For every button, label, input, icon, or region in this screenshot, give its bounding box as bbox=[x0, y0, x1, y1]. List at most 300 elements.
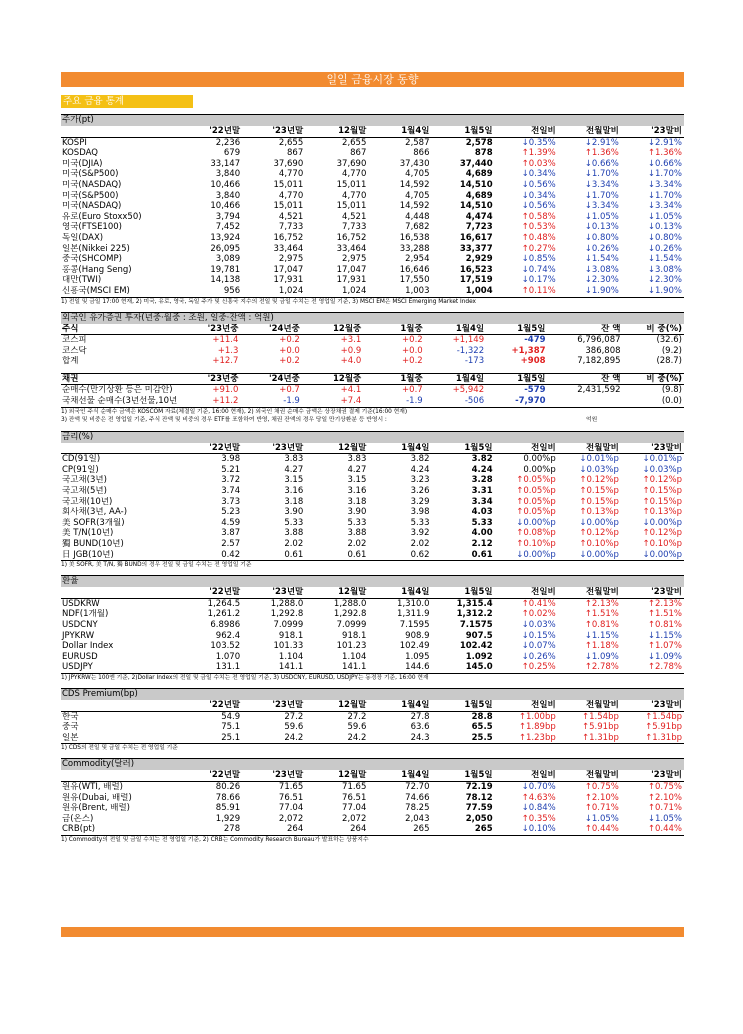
cell-value: 7,723 bbox=[465, 222, 493, 233]
cell-value: 866 bbox=[413, 148, 430, 159]
cell-value: 3.83 bbox=[347, 454, 367, 465]
row-label: KOSDAQ bbox=[62, 148, 98, 159]
change-value: ↑0.27% bbox=[521, 243, 556, 254]
cell-value: +5,942 bbox=[452, 385, 485, 396]
cell-value: 3.23 bbox=[410, 475, 430, 486]
table-row bbox=[61, 212, 684, 223]
fx-section bbox=[61, 575, 684, 682]
cell-value: 4,689 bbox=[465, 190, 493, 201]
column-header: 전일비 bbox=[531, 699, 556, 710]
column-header: '23년말 bbox=[272, 126, 304, 136]
cell-value: 71.65 bbox=[342, 781, 367, 792]
change-value: ↑0.15%p bbox=[642, 486, 682, 497]
cell-value: 3.98 bbox=[410, 507, 430, 518]
table-row bbox=[61, 148, 684, 159]
stocks-note: 1) 전일 및 금일 17:00 현재, 2) 미국, 유로, 영국, 독일 주가 및 신흥국 지수의 전일 및 금일 수치는 전 영업일 기준, 3) MSCI EM은 MSCI Emerging Market Index bbox=[61, 297, 684, 306]
cell-value: 2,655 bbox=[278, 137, 304, 148]
cell-value: 264 bbox=[350, 824, 367, 835]
change-value: ↓0.03%p bbox=[579, 464, 619, 475]
change-value: ↑2.10% bbox=[584, 792, 619, 803]
cell-value: 3.92 bbox=[410, 528, 430, 539]
change-value: ↑0.53% bbox=[521, 222, 556, 233]
row-label: 미국(NASDAQ) bbox=[62, 179, 122, 190]
row-label: 신흥국(MSCI EM) bbox=[62, 285, 130, 296]
cell-value: 4,521 bbox=[278, 211, 304, 222]
cell-value: +0.2 bbox=[279, 356, 300, 367]
column-header: 12월중 bbox=[333, 373, 362, 384]
change-value: ↑0.13%p bbox=[642, 507, 682, 518]
cell-value: 131.1 bbox=[215, 662, 241, 673]
foreign-stock-table bbox=[61, 324, 684, 367]
cell-value: 2.02 bbox=[347, 539, 367, 549]
cell-value: 918.1 bbox=[342, 630, 367, 641]
change-value: ↓1.05% bbox=[647, 813, 682, 824]
table-row bbox=[61, 475, 684, 486]
foreign-bond-table bbox=[61, 373, 684, 407]
cell-value: 2,236 bbox=[215, 137, 241, 148]
change-value: ↓0.00%p bbox=[579, 517, 619, 528]
change-value: ↑0.11% bbox=[521, 285, 556, 296]
cell-value: 15,011 bbox=[273, 179, 304, 190]
column-header: 전월말비 bbox=[586, 770, 619, 781]
column-header: '22년말 bbox=[209, 770, 241, 781]
cell-value: 6,796,087 bbox=[577, 335, 621, 346]
change-value: ↑0.81% bbox=[584, 619, 619, 630]
foreign-header: 외국인 유가증권 투자(년중·월중 : 조원, 일중·잔액 : 억원) bbox=[61, 312, 684, 324]
change-value: 0.00%p bbox=[523, 454, 556, 465]
change-value: ↑0.10%p bbox=[516, 539, 556, 549]
column-header: 1월5일 bbox=[517, 373, 546, 384]
change-value: ↓0.34% bbox=[521, 190, 556, 201]
row-label: 국채선물 순매수(3년선물,10년 bbox=[62, 396, 178, 407]
cell-value: 5.33 bbox=[347, 517, 367, 528]
cell-value: 386,808 bbox=[585, 345, 621, 356]
cell-value: 1,003 bbox=[405, 285, 430, 296]
change-value: ↑0.02% bbox=[521, 609, 556, 620]
change-value: ↓1.05% bbox=[584, 813, 619, 824]
row-label: 중국 bbox=[62, 722, 79, 733]
cell-value: 4,705 bbox=[405, 190, 430, 201]
table-header-row bbox=[61, 443, 684, 454]
change-value: ↑1.51% bbox=[584, 609, 619, 620]
cell-value: 74.66 bbox=[405, 792, 430, 803]
change-value: ↓3.08% bbox=[647, 264, 682, 275]
cell-value: 1,292.8 bbox=[333, 609, 367, 620]
column-header: 비 중(%) bbox=[646, 373, 682, 384]
page-title: 일일 금융시장 동향 bbox=[61, 72, 684, 87]
cell-value: 3.29 bbox=[410, 496, 430, 507]
cell-value: 77.04 bbox=[342, 803, 367, 814]
change-value: ↓2.91% bbox=[647, 137, 682, 148]
cell-value: 4,770 bbox=[342, 190, 367, 201]
column-header: '23년말 bbox=[272, 587, 304, 598]
cell-value: 33,377 bbox=[459, 243, 493, 254]
cell-value: 24.2 bbox=[284, 732, 304, 743]
column-header: 1월5일 bbox=[464, 442, 493, 453]
cell-value: 2,431,592 bbox=[577, 385, 621, 396]
table-header-row bbox=[61, 700, 684, 711]
column-header: '23년말 bbox=[272, 770, 304, 781]
row-label: CD(91일) bbox=[62, 454, 101, 465]
cell-value: 28.8 bbox=[471, 711, 493, 722]
cds-note: 1) CDS의 전일 및 금일 수치는 전 영업일 기준 bbox=[61, 743, 684, 752]
change-value: ↓0.07% bbox=[521, 641, 556, 652]
cell-value: 4.59 bbox=[221, 517, 241, 528]
table-row bbox=[61, 244, 684, 255]
cell-value: 0.62 bbox=[410, 549, 430, 560]
change-value: ↑1.51% bbox=[647, 609, 682, 620]
row-label: 합계 bbox=[62, 356, 79, 367]
column-header: 1월4일 bbox=[455, 373, 485, 384]
cds-table bbox=[61, 700, 684, 743]
row-label: 국고채(5년) bbox=[62, 486, 107, 497]
column-header: 전월말비 bbox=[586, 587, 619, 598]
change-value: ↑1.31bp bbox=[645, 732, 682, 743]
column-header: 채권 bbox=[62, 373, 79, 384]
table-row bbox=[61, 711, 684, 722]
change-value: ↑0.15%p bbox=[642, 496, 682, 507]
table-row bbox=[61, 159, 684, 170]
change-value: ↓0.70% bbox=[521, 781, 556, 792]
table-row bbox=[61, 814, 684, 825]
cell-value: 278 bbox=[223, 824, 241, 835]
cell-value: 3.82 bbox=[410, 454, 430, 465]
table-row bbox=[61, 201, 684, 212]
cell-value: +91.0 bbox=[212, 385, 239, 396]
column-header: 전일비 bbox=[531, 126, 556, 136]
cell-value: 867 bbox=[350, 148, 367, 159]
column-header: 12월말 bbox=[338, 699, 367, 710]
column-header: 1월4일 bbox=[401, 126, 430, 136]
column-header: '24년중 bbox=[268, 373, 300, 384]
cell-value: 264 bbox=[287, 824, 304, 835]
column-header: '23년말 bbox=[272, 699, 304, 710]
change-value: ↑2.13% bbox=[647, 598, 682, 609]
change-value: ↑0.08%p bbox=[516, 528, 556, 539]
cell-value: 1,312.2 bbox=[456, 609, 493, 620]
cell-value: -506 bbox=[464, 396, 485, 407]
change-value: ↑0.48% bbox=[521, 232, 556, 243]
cell-value: 24.2 bbox=[347, 732, 367, 743]
change-value: ↑0.05%p bbox=[516, 486, 556, 497]
cell-value: 33,288 bbox=[399, 243, 430, 254]
row-label: 한국 bbox=[62, 711, 79, 722]
change-value: ↑0.12%p bbox=[642, 528, 682, 539]
table-row bbox=[61, 507, 684, 518]
cell-value: 3.18 bbox=[284, 496, 304, 507]
row-label: 미국(DJIA) bbox=[62, 158, 103, 169]
change-value: ↑0.03% bbox=[521, 158, 556, 169]
cell-value: 7,452 bbox=[215, 222, 241, 233]
cell-value: (9.8) bbox=[661, 385, 682, 396]
cell-value: 17,047 bbox=[336, 264, 367, 275]
row-label: 홍콩(Hang Seng) bbox=[62, 264, 132, 275]
table-header-row bbox=[61, 770, 684, 781]
change-value: ↓0.00%p bbox=[579, 549, 619, 560]
table-row bbox=[61, 222, 684, 233]
row-label: 유로(Euro Stoxx50) bbox=[62, 211, 142, 222]
cell-value: 3.26 bbox=[410, 486, 430, 497]
row-label: 원유(WTI, 배럴) bbox=[62, 781, 123, 792]
cell-value: 101.33 bbox=[273, 641, 304, 652]
change-value: ↓1.09% bbox=[647, 651, 682, 662]
cell-value: 5.33 bbox=[471, 517, 493, 528]
change-value: ↓0.56% bbox=[521, 201, 556, 212]
column-header: '22년말 bbox=[209, 699, 241, 710]
table-row bbox=[61, 824, 684, 835]
table-row bbox=[61, 254, 684, 265]
cell-value: (32.6) bbox=[656, 335, 682, 346]
cell-value: +0.2 bbox=[279, 335, 300, 346]
cell-value: 907.5 bbox=[465, 630, 493, 641]
rates-table bbox=[61, 443, 684, 561]
row-label: 독일(DAX) bbox=[62, 232, 104, 243]
cell-value: 1,288.0 bbox=[270, 598, 304, 609]
table-row bbox=[61, 180, 684, 191]
row-label: NDF(1개월) bbox=[62, 609, 109, 620]
cell-value: -479 bbox=[524, 335, 546, 346]
cell-value: 14,592 bbox=[399, 201, 430, 212]
cell-value: 101.23 bbox=[336, 641, 367, 652]
cell-value: 4,521 bbox=[342, 211, 367, 222]
cell-value: 2,072 bbox=[278, 813, 304, 824]
column-header: 주식 bbox=[62, 323, 79, 334]
cell-value: 15,011 bbox=[336, 179, 367, 190]
row-label: 국고채(10년) bbox=[62, 496, 113, 507]
row-label: EURUSD bbox=[62, 651, 98, 662]
column-header: '22년말 bbox=[209, 587, 241, 598]
change-value: ↑0.05%p bbox=[516, 507, 556, 518]
change-value: ↑1.00bp bbox=[518, 711, 556, 722]
change-value: ↑1.36% bbox=[647, 148, 682, 159]
cell-value: 24.3 bbox=[410, 732, 430, 743]
cell-value: 956 bbox=[223, 285, 241, 296]
cell-value: -579 bbox=[524, 385, 546, 396]
cell-value: 27.2 bbox=[284, 711, 304, 722]
cell-value: (0.0) bbox=[661, 396, 682, 407]
cell-value: 3.34 bbox=[471, 496, 493, 507]
change-value: ↑2.10% bbox=[647, 792, 682, 803]
row-label: 미국(S&P500) bbox=[62, 169, 119, 180]
change-value: ↑0.12%p bbox=[579, 528, 619, 539]
table-row bbox=[61, 169, 684, 180]
change-value: ↓0.66% bbox=[647, 158, 682, 169]
cell-value: +1.3 bbox=[217, 345, 239, 356]
cell-value: 33,147 bbox=[210, 158, 241, 169]
cell-value: 7,733 bbox=[342, 222, 367, 233]
change-value: ↓1.70% bbox=[647, 169, 682, 180]
report-page bbox=[61, 72, 684, 844]
table-row bbox=[61, 286, 684, 297]
cell-value: 878 bbox=[474, 148, 493, 159]
cell-value: 3.88 bbox=[284, 528, 304, 539]
cell-value: +11.4 bbox=[212, 335, 239, 346]
change-value: ↓1.54% bbox=[647, 254, 682, 265]
row-label: KOSPI bbox=[62, 137, 87, 148]
row-label: CP(91일) bbox=[62, 464, 99, 475]
cell-value: 72.19 bbox=[465, 781, 493, 792]
cell-value: 3.31 bbox=[471, 486, 493, 497]
cell-value: 4.00 bbox=[471, 528, 493, 539]
fx-header: 환율 bbox=[61, 575, 684, 587]
change-value: ↓0.03% bbox=[521, 619, 556, 630]
change-value: ↓3.34% bbox=[584, 201, 619, 212]
cell-value: 75.1 bbox=[221, 722, 241, 733]
cell-value: 17,047 bbox=[273, 264, 304, 275]
row-label: 국고채(3년) bbox=[62, 475, 107, 486]
commodity-header: Commodity(달러) bbox=[61, 758, 684, 770]
cell-value: 908.9 bbox=[405, 630, 430, 641]
cell-value: 4,474 bbox=[465, 211, 493, 222]
change-value: ↓0.17% bbox=[521, 275, 556, 286]
cell-value: 26,095 bbox=[210, 243, 241, 254]
cell-value: +4.1 bbox=[340, 385, 362, 396]
cell-value: 78.25 bbox=[405, 803, 430, 814]
cell-value: 103.52 bbox=[210, 641, 241, 652]
change-value: ↑5.91bp bbox=[582, 722, 619, 733]
cell-value: 2,050 bbox=[465, 813, 493, 824]
column-header: 1월4일 bbox=[455, 323, 485, 334]
cell-value: 4.27 bbox=[347, 464, 367, 475]
column-header: 12월말 bbox=[338, 587, 367, 598]
cell-value: 2,975 bbox=[278, 254, 304, 265]
cell-value: 76.51 bbox=[342, 792, 367, 803]
cell-value: +0.0 bbox=[279, 345, 300, 356]
change-value: ↑0.12%p bbox=[642, 475, 682, 486]
cell-value: 15,011 bbox=[336, 201, 367, 212]
row-label: 회사채(3년, AA-) bbox=[62, 507, 128, 518]
change-value: ↓0.26% bbox=[647, 243, 682, 254]
cell-value: 16,538 bbox=[399, 232, 430, 243]
table-header-row bbox=[61, 587, 684, 598]
change-value: ↓0.00%p bbox=[642, 517, 682, 528]
change-value: ↓3.08% bbox=[584, 264, 619, 275]
column-header bbox=[61, 700, 179, 711]
cell-value: +1,387 bbox=[511, 345, 546, 356]
row-label: 원유(Dubai, 배럴) bbox=[62, 792, 132, 803]
change-value: ↑0.75% bbox=[647, 781, 682, 792]
commodity-note: 1) Commodity의 전일 및 금일 수치는 전 영업일 기준, 2) CRB는 Commodity Research Bureau가 발표하는 상품지수 bbox=[61, 835, 684, 844]
cell-value: 7.0999 bbox=[273, 619, 304, 630]
cell-value: 76.51 bbox=[278, 792, 304, 803]
table-row bbox=[61, 265, 684, 276]
cell-value: -1.9 bbox=[406, 396, 423, 407]
table-row bbox=[61, 233, 684, 244]
cell-value: 3.98 bbox=[221, 454, 241, 465]
cell-value: 265 bbox=[413, 824, 430, 835]
change-value: ↓2.30% bbox=[647, 275, 682, 286]
cell-value: +908 bbox=[520, 356, 546, 367]
column-header bbox=[61, 770, 179, 781]
change-value: ↑1.54bp bbox=[645, 711, 682, 722]
change-value: ↑0.15%p bbox=[579, 496, 619, 507]
change-value: ↑0.05%p bbox=[516, 475, 556, 486]
cell-value: 3.18 bbox=[347, 496, 367, 507]
row-label: USDJPY bbox=[62, 662, 93, 673]
column-header: 1월4일 bbox=[401, 699, 430, 710]
change-value: ↓0.84% bbox=[521, 803, 556, 814]
column-header: 1월4일 bbox=[401, 587, 430, 598]
change-value: ↑0.75% bbox=[584, 781, 619, 792]
cell-value: 37,690 bbox=[336, 158, 367, 169]
table-row bbox=[61, 550, 684, 561]
cell-value: 1,311.9 bbox=[397, 609, 430, 620]
change-value: ↓1.05% bbox=[584, 211, 619, 222]
column-header: '22년말 bbox=[209, 126, 241, 136]
cell-value: (28.7) bbox=[656, 356, 682, 367]
cell-value: 1,261.2 bbox=[207, 609, 241, 620]
cell-value: 14,510 bbox=[459, 201, 493, 212]
cell-value: 1.095 bbox=[405, 651, 430, 662]
column-header: 전월말비 bbox=[586, 126, 619, 136]
row-label: USDCNY bbox=[62, 619, 98, 630]
column-header: 1월중 bbox=[400, 373, 423, 384]
column-header: '23년중 bbox=[207, 373, 239, 384]
rates-header: 금리(%) bbox=[61, 431, 684, 443]
change-value: ↑1.31bp bbox=[582, 732, 619, 743]
column-header: 전일비 bbox=[531, 442, 556, 453]
cell-value: 27.2 bbox=[347, 711, 367, 722]
column-header: 전일비 bbox=[531, 770, 556, 781]
row-label: USDKRW bbox=[62, 598, 100, 609]
table-row bbox=[61, 528, 684, 539]
cell-value: 7,182,895 bbox=[577, 356, 621, 367]
cds-section bbox=[61, 688, 684, 752]
change-value: ↑0.35% bbox=[521, 813, 556, 824]
table-row bbox=[61, 609, 684, 620]
row-label: 대만(TWI) bbox=[62, 275, 102, 286]
table-row bbox=[61, 620, 684, 631]
cell-value: 17,931 bbox=[336, 275, 367, 286]
cell-value: 1,264.5 bbox=[207, 598, 241, 609]
change-value: ↑2.78% bbox=[584, 662, 619, 673]
row-label: 일본(Nikkei 225) bbox=[62, 243, 130, 254]
row-label: 영국(FTSE100) bbox=[62, 222, 122, 233]
rates-note: 1) 美 SOFR, 美 T/N, 獨 BUND의 경우 전일 및 금일 수치는 전 영업일 기준 bbox=[61, 560, 684, 569]
change-value: ↓0.35% bbox=[521, 137, 556, 148]
cell-value: 14,592 bbox=[399, 179, 430, 190]
cell-value: 5.23 bbox=[221, 507, 241, 518]
cell-value: 16,646 bbox=[399, 264, 430, 275]
cell-value: 7,733 bbox=[278, 222, 304, 233]
cell-value: 3.88 bbox=[347, 528, 367, 539]
change-value: ↓0.80% bbox=[584, 232, 619, 243]
change-value: ↑1.23bp bbox=[518, 732, 556, 743]
cell-value: 80.26 bbox=[215, 781, 241, 792]
cell-value: 102.42 bbox=[459, 641, 493, 652]
table-row bbox=[61, 385, 684, 396]
table-row bbox=[61, 781, 684, 792]
cell-value: 6.8986 bbox=[210, 619, 241, 630]
column-header: 전월말비 bbox=[586, 442, 619, 453]
column-header: '23말비 bbox=[651, 126, 682, 136]
cell-value: 2,655 bbox=[342, 137, 367, 148]
cell-value: 1,929 bbox=[215, 813, 241, 824]
cell-value: 2.02 bbox=[284, 539, 304, 549]
stocks-table bbox=[61, 126, 684, 297]
cell-value: 16,617 bbox=[459, 232, 493, 243]
table-header-row bbox=[61, 373, 684, 385]
cell-value: 33,464 bbox=[273, 243, 304, 254]
row-label: 미국(S&P500) bbox=[62, 190, 119, 201]
row-label: Dollar Index bbox=[62, 641, 114, 652]
change-value: ↓0.26% bbox=[584, 243, 619, 254]
change-value: ↓0.01%p bbox=[579, 454, 619, 465]
cell-value: 0.61 bbox=[347, 549, 367, 560]
column-header bbox=[61, 587, 179, 598]
cell-value: 3.15 bbox=[347, 475, 367, 486]
column-header: '24년중 bbox=[268, 323, 300, 334]
